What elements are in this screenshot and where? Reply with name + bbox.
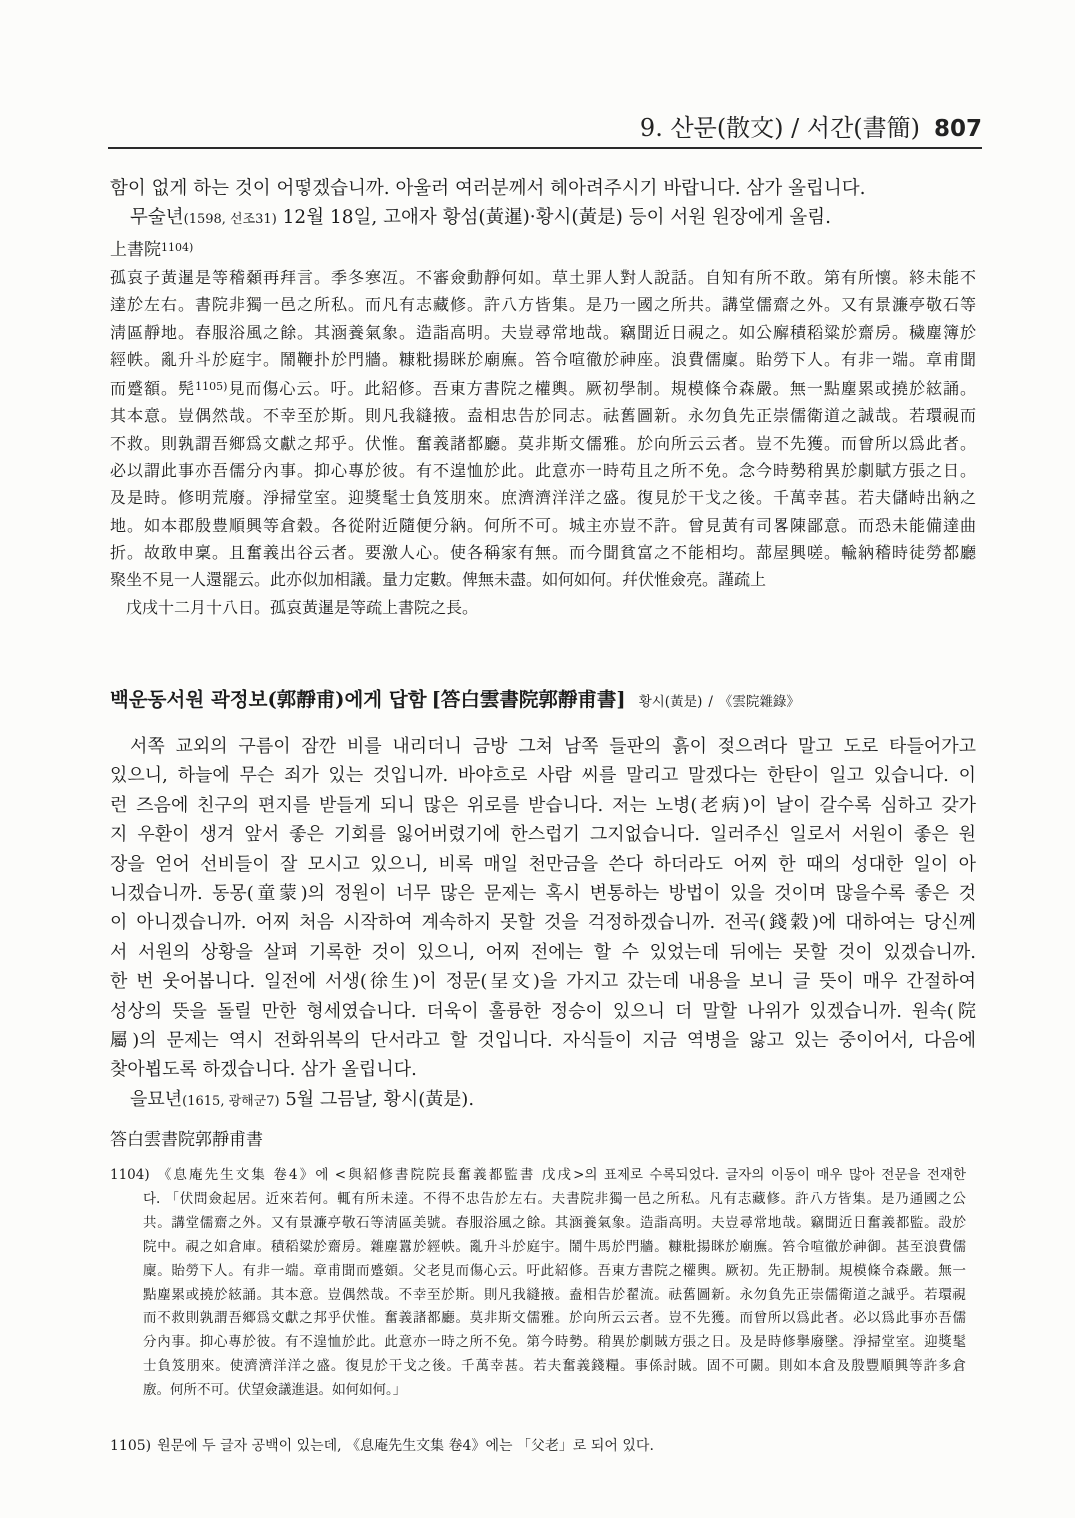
translation-line: 한 번 웃어봅니다. 일전에 서생(徐生)이 정문(呈文)을 가지고 갔는데 내용을 보니 글 뜻이 매우 간절하여 [110, 971, 976, 993]
original-classical-text [110, 264, 976, 621]
original-line: 必以謂此事亦吾儒分內事。抑心專於彼。有不遑恤於此。此意亦一時苟且之所不免。念今時勢稍異於劇賦方張之日。 [110, 461, 976, 481]
translation-line: 이 아니겠습니까. 어찌 처음 시작하여 계속하지 못할 것을 걱정하겠습니까. 전곡(錢穀)에 대하여는 당신께 [110, 912, 976, 934]
footnote-ref-1105: 1105) [195, 380, 228, 394]
original-line: 孤哀子黃暹是等稽顙再拜言。季冬寒冱。不審僉動靜何如。草土罪人對人說話。自知有所不敢。第有所懷。終未能不 [110, 268, 976, 287]
section-title: 백운동서원 곽정보(郭靜甫)에게 답함 [110, 688, 427, 711]
footnote-line: 而不救則孰謂吾鄉爲文獻之邦乎伏惟。奮義諸都廳。莫非斯文儒雅。於向所云云者。豈不先獲。而曾所以爲此者。必以爲此事亦吾儒 [143, 1310, 966, 1327]
date-rest: 12월 18일, 고애자 황섬(黃暹)·황시(黃是) 등이 서원 원장에게 올림. [276, 207, 831, 228]
footnote-text: 원문에 두 글자 공백이 있는데, 《息庵先生文集 卷4》에는 「父老」로 되어 있다. [157, 1438, 654, 1454]
previous-letter-translation-end [110, 174, 976, 234]
translation-line: 서쪽 교외의 구름이 잠깐 비를 내리더니 금방 그쳐 남쪽 들판의 흙이 젖으려다 말고 도로 타들어가고 [130, 736, 976, 757]
footnote-line: 分內事。抑心專於彼。有不遑恤於此。此意亦一時之所不免。第今時勢。稍異於劇賊方張之日。及是時修擧廢墜。淨掃堂室。迎獎髦 [143, 1334, 966, 1351]
original-line: 聚坐不見一人還罷云。此亦似加相議。量力定數。俾無未盡。如何如何。幷伏惟僉亮。謹疏上 [110, 570, 767, 590]
translation-date-line [110, 1085, 976, 1116]
original-line: 折。故敢申稟。且奮義出谷云者。要激人心。使各稱家有無。而今聞貧富之不能相均。蔀屋興嗟。輸納稽時徒勞都廳 [110, 542, 976, 562]
footnote-line: 院中。視之如倉庫。積稻粱於齋房。雜塵囂於經帙。亂升斗於庭宇。鬧牛馬於門牆。糠粃揚眯於廟廡。笞令喧徹於神御。甚至浪費儒 [143, 1238, 966, 1255]
footnote-line: 士負笈朋來。使濟濟洋洋之盛。復見於干戈之後。千萬幸甚。若夫奮義錢糧。事係討賊。固不可闕。則如本倉及殷豐順興等許多倉 [143, 1358, 966, 1375]
original-line: 及是時。修明荒廢。淨掃堂室。迎獎髦士負笈朋來。庶濟濟洋洋之盛。復見於干戈之後。千萬幸甚。若夫儲峙出納之 [110, 488, 976, 508]
original-line: 經帙。亂升斗於庭宇。鬧鞭扑於門牆。糠粃揚眯於廟廡。笞令喧徹於神座。浪費儒廩。貽勞下人。有非一端。章甫聞 [110, 349, 976, 369]
translation-line: 屬)의 문제는 역시 전화위복의 단서라고 할 것입니다. 자식들이 지금 역병을 앓고 있는 중이어서, 다음에 [110, 1030, 976, 1052]
footnote-ref-1104: 1104) [161, 241, 194, 254]
header-rule [108, 147, 982, 149]
date-year-note: (1615, 광해군7) [182, 1093, 280, 1109]
translation-line: 있으니, 하늘에 무슨 죄가 있는 것입니까. 바야흐로 사람 씨를 말리고 말겠다는 한탄이 일고 있습니다. 이 [110, 765, 976, 787]
running-title: 9. 산문(散文) / 서간(書簡) [639, 114, 920, 142]
original-line-part: 而蹙額。髡 [110, 379, 196, 399]
translation-line: 찾아뵙도록 하겠습니다. 삼가 올립니다. [110, 1059, 417, 1081]
original-title-text: 上書院 [110, 240, 161, 260]
date-rest: 5월 그믐날, 황시(黃是). [279, 1088, 475, 1110]
footnote-line: 點塵累或撓於絃誦。其本意。豈偶然哉。不幸至於斯。則凡我縫掖。盍相告於翟流。祛舊圖新。永勿負先正崇儒衛道之誠乎。若環視 [143, 1286, 966, 1303]
original-line: 達於左右。書院非獨一邑之所私。而凡有志藏修。許八方皆集。是乃一國之所共。講堂儒齋之外。又有景濂亭敬石等 [110, 295, 976, 315]
date-year-note: (1598, 선조31) [183, 212, 277, 227]
footnote-line: 共。講堂儒齋之外。又有景濂亭敬石等淸區美號。春服浴風之餘。其涵養氣象。造詣高明。夫豈尋常地哉。竊聞近日奮義都監。設於 [143, 1214, 966, 1231]
original-line-part: 見而傷心云。吁。此紹修。吾東方書院之權輿。厥初學制。規模條令森嚴。無一點塵累或撓於絃誦。 [227, 379, 976, 399]
section-author: 황시(黃是) [638, 694, 703, 710]
running-head [108, 110, 982, 146]
reply-translation [110, 732, 976, 1116]
translation-line: 서 서원의 상황을 살펴 기록한 것이 있으니, 어찌 전에는 할 수 있었는데 뒤에는 못할 것이 있겠습니까. [110, 941, 976, 963]
original-line: 淸區靜地。春服浴風之餘。其涵養氣象。造詣高明。夫豈尋常地哉。竊聞近日視之。如公廨積稻粱於齋房。穢塵簿於 [110, 322, 976, 342]
footnote-text: 《息庵先生文集 卷4》에 <與紹修書院院長奮義都監書 戊戌>의 표제로 수록되었다. 글자의 이동이 매우 많아 전문을 전재한 [155, 1167, 966, 1183]
translation-line: 함이 없게 하는 것이 어떻겠습니까. 아울러 여러분께서 헤아려주시기 바랍니다. 삼가 올립니다. [110, 178, 866, 199]
translation-line: 니겠습니까. 동몽(童蒙)의 정원이 너무 많은 문제는 혹시 변통하는 방법이 있을 것이며 많을수록 좋은 것 [110, 883, 976, 905]
section-heading [110, 686, 976, 716]
translation-line: 장을 얻어 선비들이 잘 모시고 있으니, 비록 매일 천만금을 쓴다 하더라도 어찌 한 때의 성대한 일이 아 [110, 853, 976, 875]
translation-line: 지 우환이 생겨 앞서 좋은 기회를 잃어버렸기에 한스럽기 그지없습니다. 일러주신 일로서 서원이 좋은 원 [110, 824, 976, 846]
translation-line: 런 즈음에 친구의 편지를 받들게 되니 많은 위로를 받습니다. 저는 노병(老病)이 날이 갈수록 심하고 갖가 [110, 794, 976, 816]
section-original-title: [答白雲書院郭靜甫書] [431, 688, 626, 711]
closing-original-title: 答白雲書院郭靜甫書 [110, 1130, 263, 1150]
original-title [110, 236, 510, 262]
footnote-1105 [110, 1434, 966, 1458]
date-year: 을묘년 [130, 1088, 183, 1110]
footnote-line: 廒。何所不可。伏望僉議進退。如何如何。」 [143, 1382, 407, 1399]
original-line: 其本意。豈偶然哉。不幸至於斯。則凡我縫掖。盍相忠告於同志。祛舊圖新。永勿負先正崇儒衛道之誠哉。若環視而 [110, 406, 976, 426]
translation-date-line [110, 203, 976, 234]
original-date-line: 戊戌十二月十八日。孤哀黃暹是等疏上書院之長。 [126, 597, 479, 617]
footnote-line: 다. 「伏問僉起居。近來若何。輒有所未達。不得不忠告於左右。夫書院非獨一邑之所私。凡有志藏修。許八方皆集。是乃通國之公 [143, 1190, 966, 1207]
original-line [110, 373, 976, 402]
original-line: 不救。則孰謂吾鄉爲文獻之邦乎。伏惟。奮義諸都廳。莫非斯文儒雅。於向所云云者。豈不先獲。而曾所以爲此者。 [110, 433, 976, 453]
original-line: 地。如本郡殷豊順興等倉穀。各從附近隨便分納。何所不可。城主亦豈不許。曾見黃有司畧陳鄙意。而恐未能備達曲 [110, 515, 976, 535]
date-year: 무술년 [130, 207, 184, 228]
footnote-number: 1104) [110, 1167, 150, 1183]
footnote-1104 [110, 1164, 966, 1403]
translation-line: 성상의 뜻을 돌릴 만한 형세였습니다. 더욱이 훌륭한 정승이 있으니 더 말할 나위가 있겠습니까. 원속(院 [110, 1000, 976, 1022]
page-number: 807 [933, 116, 982, 142]
section-meta [639, 694, 800, 710]
footnote-line [110, 1164, 966, 1188]
footnote-line: 廩。貽勞下人。有非一端。章甫聞而蹙頞。父老見而傷心云。吁此紹修。吾東方書院之權輿。厥初。先正刱制。規模條令森嚴。無一 [143, 1262, 966, 1279]
section-source: 《雲院雜錄》 [718, 694, 800, 710]
section-separator: / [708, 694, 713, 710]
footnote-number: 1105) [110, 1438, 152, 1454]
